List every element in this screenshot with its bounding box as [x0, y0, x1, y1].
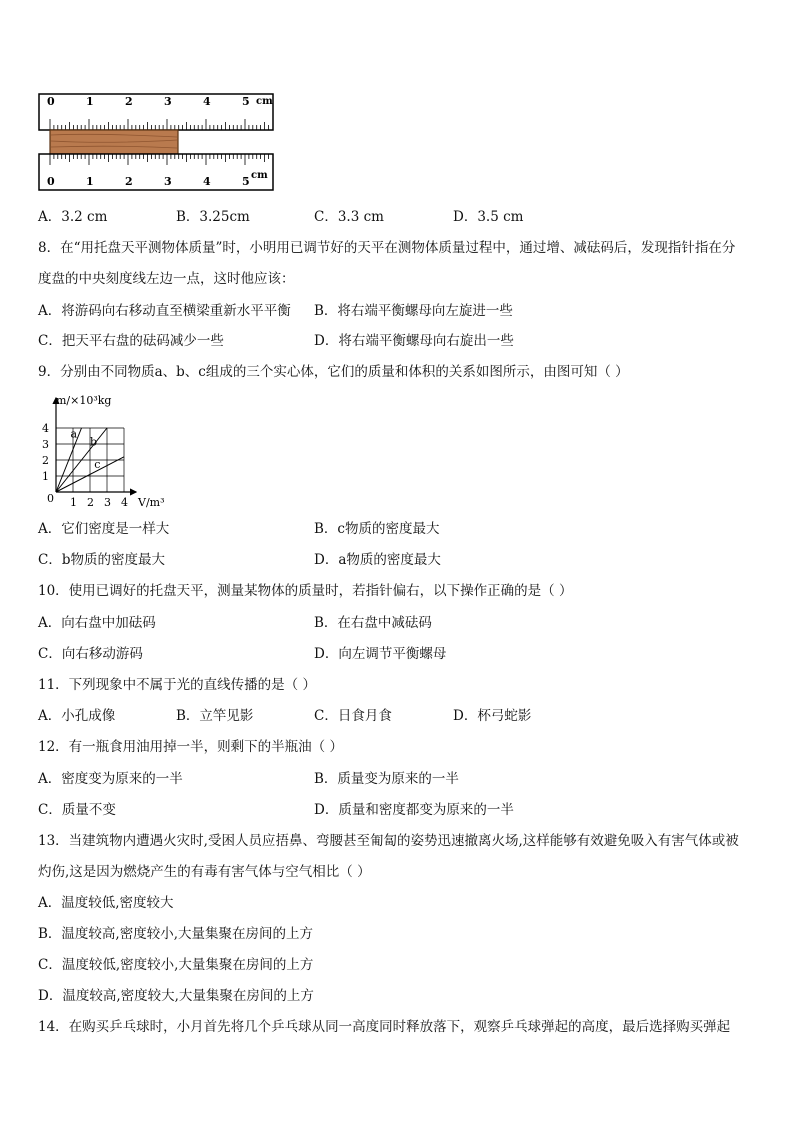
q8-option-b[interactable]: B．将右端平衡螺母向左旋进一些 — [314, 303, 513, 319]
q8-option-c[interactable]: C．把天平右盘的砝码减少一些 — [38, 333, 224, 349]
graph-x-tick-label: 3 — [104, 496, 111, 509]
ruler-bottom-unit: cm — [251, 170, 268, 181]
q12-stem: 12．有一瓶食用油用掉一半，则剩下的半瓶油（ ） — [38, 739, 343, 755]
ruler-bottom-label: 5 — [242, 175, 250, 188]
ruler-figure — [38, 93, 278, 191]
q9-option-b[interactable]: B．c物质的密度最大 — [314, 521, 440, 537]
graph-y-tick-label: 1 — [42, 470, 49, 483]
graph-line-label: b — [90, 435, 98, 449]
ruler-top-unit: cm — [256, 96, 273, 107]
graph-origin: 0 — [47, 492, 54, 505]
graph-x-tick-label: 1 — [70, 496, 77, 509]
q10-option-a[interactable]: A．向右盘中加砝码 — [38, 615, 156, 631]
q7-option-a[interactable]: A．3.2 cm — [38, 209, 108, 225]
q11-option-d[interactable]: D．杯弓蛇影 — [453, 708, 532, 724]
graph-x-label: V/m³ — [138, 496, 165, 509]
graph-tick-labels — [42, 422, 128, 509]
q9-option-c[interactable]: C．b物质的密度最大 — [38, 552, 165, 568]
q7-option-d[interactable]: D．3.5 cm — [453, 209, 524, 225]
q8-stem-line2: 度盘的中央刻度线左边一点，这时他应该： — [38, 271, 295, 287]
q13-stem-line2: 灼伤,这是因为燃烧产生的有毒有害气体与空气相比（ ） — [38, 864, 371, 880]
q9-option-a[interactable]: A．它们密度是一样大 — [38, 521, 170, 537]
q8-option-a[interactable]: A．将游码向右移动直至横梁重新水平平衡 — [38, 303, 291, 319]
q11-option-b[interactable]: B．立竿见影 — [176, 708, 254, 724]
q12-option-d[interactable]: D．质量和密度都变为原来的一半 — [314, 802, 514, 818]
q7-option-b[interactable]: B．3.25cm — [176, 209, 250, 225]
q12-option-a[interactable]: A．密度变为原来的一半 — [38, 771, 183, 787]
graph-y-tick-label: 4 — [42, 422, 49, 435]
ruler-top-label: 4 — [203, 95, 211, 108]
graph-y-label: m/×10³kg — [56, 394, 112, 407]
ruler-top — [39, 94, 273, 130]
ruler-top-label: 5 — [242, 95, 250, 108]
q7-option-c[interactable]: C．3.3 cm — [314, 209, 384, 225]
q9-option-d[interactable]: D．a物质的密度最大 — [314, 552, 441, 568]
q12-option-b[interactable]: B．质量变为原来的一半 — [314, 771, 459, 787]
q13-option-d[interactable]: D．温度较高,密度较大,大量集聚在房间的上方 — [38, 988, 314, 1004]
q13-option-c[interactable]: C．温度较低,密度较小,大量集聚在房间的上方 — [38, 957, 314, 973]
graph-line-label: c — [94, 458, 101, 471]
graph-y-tick-label: 3 — [42, 438, 49, 451]
graph-y-tick-label: 2 — [42, 454, 49, 467]
q10-stem: 10．使用已调好的托盘天平，测量某物体的质量时，若指针偏右，以下操作正确的是（ ） — [38, 583, 573, 599]
ruler-top-label: 3 — [164, 95, 172, 108]
ruler-top-label: 1 — [86, 95, 94, 108]
graph-x-tick-label: 2 — [87, 496, 94, 509]
q12-option-c[interactable]: C．质量不变 — [38, 802, 116, 818]
q10-option-c[interactable]: C．向右移动游码 — [38, 646, 143, 662]
graph-line-label: a — [70, 427, 78, 441]
ruler-bottom — [39, 154, 273, 190]
q11-option-c[interactable]: C．日食月食 — [314, 708, 392, 724]
q10-option-b[interactable]: B．在右盘中减砝码 — [314, 615, 432, 631]
ruler-top-label: 2 — [125, 95, 133, 108]
q13-stem-line1: 13．当建筑物内遭遇火灾时,受困人员应捂鼻、弯腰甚至匍匐的姿势迅速撤离火场,这样能够有效避免吸入有害气体或被 — [38, 833, 739, 849]
q8-stem-line1: 8．在“用托盘天平测物体质量”时，小明用已调节好的天平在测物体质量过程中，通过增、减砝码后，发现指针指在分 — [38, 240, 736, 256]
q8-option-d[interactable]: D．将右端平衡螺母向右旋出一些 — [314, 333, 514, 349]
q13-option-a[interactable]: A．温度较低,密度较大 — [38, 895, 174, 911]
q11-option-a[interactable]: A．小孔成像 — [38, 708, 116, 724]
q13-option-b[interactable]: B．温度较高,密度较小,大量集聚在房间的上方 — [38, 926, 314, 942]
mass-volume-graph — [36, 392, 176, 514]
q10-option-d[interactable]: D．向左调节平衡螺母 — [314, 646, 447, 662]
graph-x-tick-label: 4 — [121, 496, 128, 509]
ruler-top-label: 0 — [47, 95, 55, 108]
ruler-bottom-label: 4 — [203, 175, 211, 188]
q14-stem: 14．在购买乒乓球时，小月首先将几个乒乓球从同一高度同时释放落下，观察乒乓球弹起的高度，最后选择购买弹起 — [38, 1019, 731, 1035]
q9-stem: 9．分别由不同物质a、b、c组成的三个实心体，它们的质量和体积的关系如图所示，由图可知（ ） — [38, 364, 629, 380]
ruler-bottom-label: 3 — [164, 175, 172, 188]
ruler-bottom-label: 0 — [47, 175, 55, 188]
q11-stem: 11．下列现象中不属于光的直线传播的是（ ） — [38, 677, 316, 693]
ruler-bottom-label: 1 — [86, 175, 94, 188]
ruler-bottom-label: 2 — [125, 175, 133, 188]
